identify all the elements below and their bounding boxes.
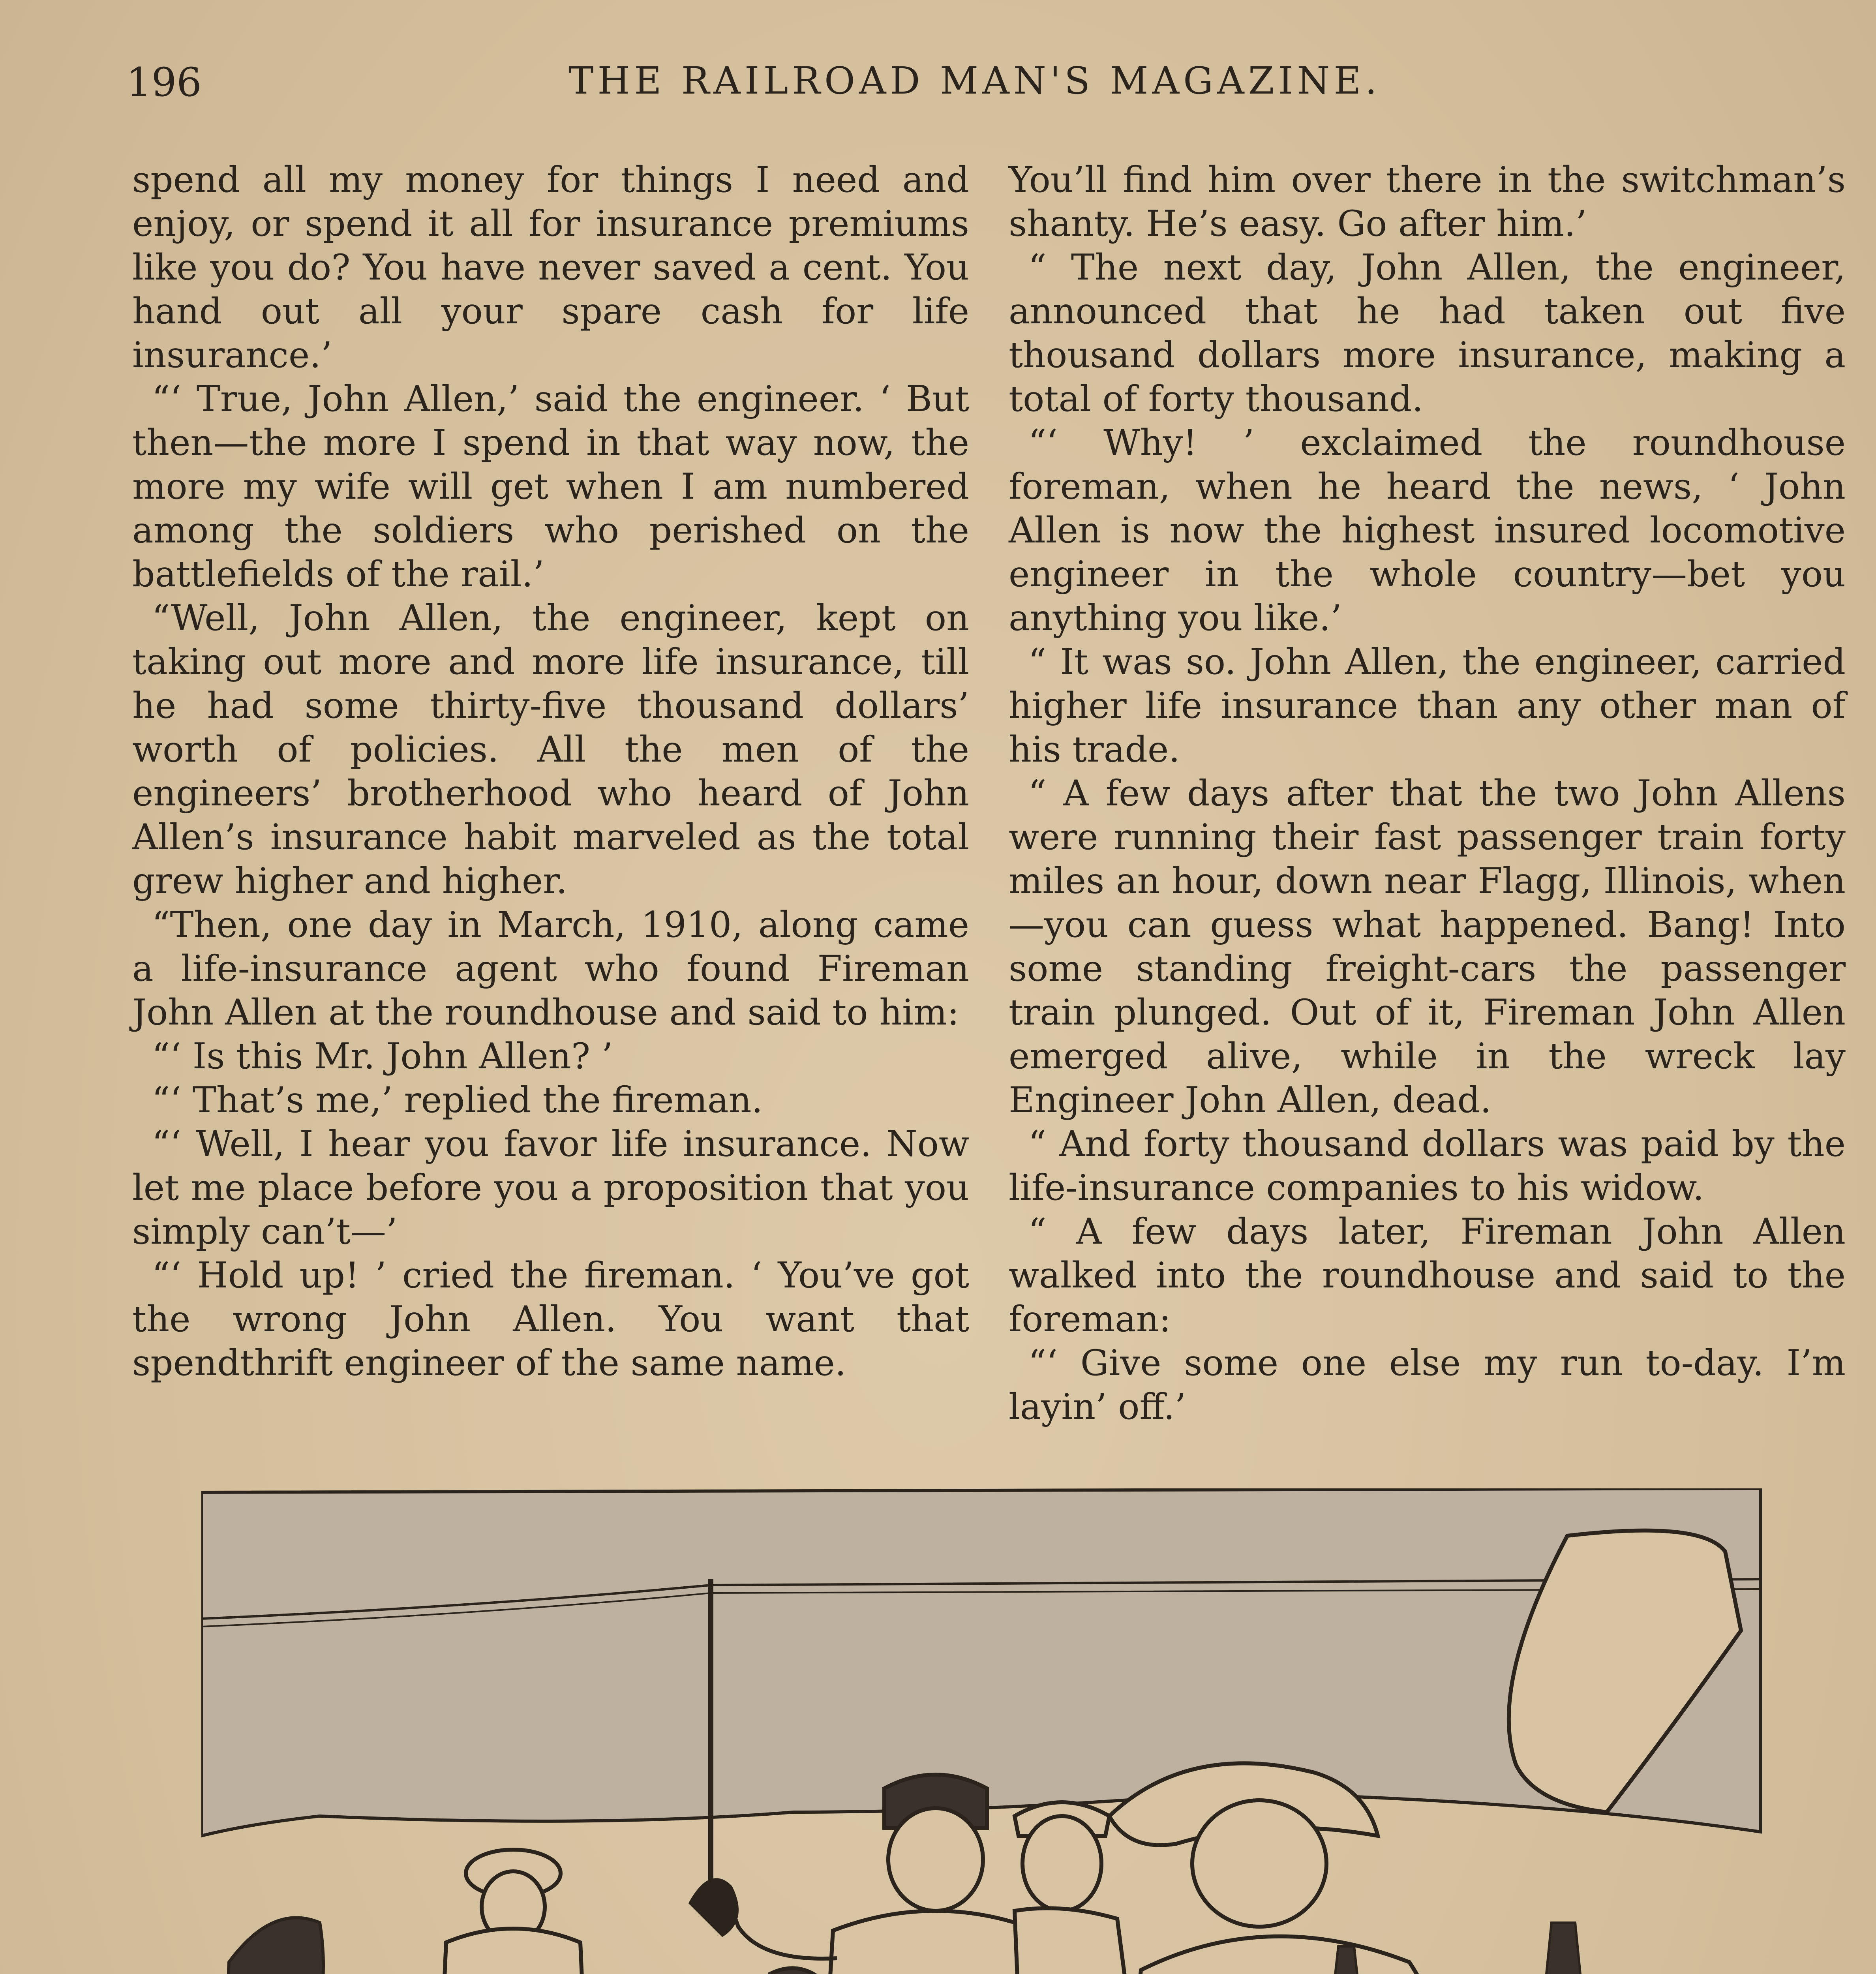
running-title: THE RAILROAD MAN'S MAGAZINE.: [568, 59, 1381, 103]
paragraph: “Then, one day in March, 1910, along came a life-insurance agent who found Fireman John Allen at the roundhouse and said to him:: [132, 904, 969, 1033]
paragraph: “Well, John Allen, the engineer, kept on taking out more and more life insurance, till he had some thirty-five thousand dollars’ worth of policies. All the men of the engineers’ brotherhood who heard of John Allen’s insurance habit marveled as the total grew higher and higher.: [132, 597, 969, 902]
paragraph: “‘ Is this Mr. John Allen? ’: [152, 1036, 613, 1077]
page-header: [126, 59, 1833, 107]
paragraph: “‘ True, John Allen,’ said the engineer. ‘ But then—the more I spend in that way now, the more my wife will get when I am numbered among the soldiers who perished on the battlefields of the rail.’: [132, 378, 969, 595]
paragraph: You’ll find him over there in the switchman’s shanty. He’s easy. Go after him.’: [1009, 159, 1846, 244]
illustration-drawing: [201, 1488, 1765, 1974]
paragraph: “ A few days later, Fireman John Allen walked into the roundhouse and said to the foreman:: [1009, 1211, 1846, 1340]
text-column-right: [1009, 158, 1846, 1429]
paragraph: spend all my money for things I need and enjoy, or spend it all for insurance premiums like you do? You have never saved a cent. You hand out all your spare cash for life insurance.’: [132, 159, 969, 376]
distant-figure: [1334, 1946, 1358, 1974]
paragraph: “‘ Well, I hear you favor life insurance. Now let me place before you a proposition that you simply can’t—’: [132, 1123, 969, 1252]
text-column-left: [132, 158, 969, 1385]
paragraph: “‘ Give some one else my run to-day. I’m layin’ off.’: [1009, 1342, 1846, 1428]
paragraph: “‘ Why! ’ exclaimed the roundhouse foreman, when he heard the news, ‘ John Allen is now the highest insured locomotive engineer in the whole country—bet you anything you like.’: [1009, 422, 1846, 639]
illustration: [201, 1488, 1765, 1974]
paragraph: “ The next day, John Allen, the engineer, announced that he had taken out five thousand dollars more insurance, making a total of forty thousand.: [1009, 247, 1846, 420]
background-worker: [229, 1918, 323, 1974]
paragraph: “‘ That’s me,’ replied the fireman.: [152, 1079, 763, 1121]
paragraph: “ A few days after that the two John Allens were running their fast passenger train forty miles an hour, down near Flagg, Illinois, when—you can guess what happened. Bang! Into some standing freight-cars the passenger train plunged. Out of it, Fireman John Allen emerged alive, while in the wreck lay Engineer John Allen, dead.: [1009, 773, 1846, 1121]
paragraph: “ It was so. John Allen, the engineer, carried higher life insurance than any other man of his trade.: [1009, 641, 1846, 770]
page-number: 196: [126, 59, 202, 105]
distant-figure: [1544, 1923, 1583, 1974]
paragraph: “‘ Hold up! ’ cried the fireman. ‘ You’ve got the wrong John Allen. You want that spendthrift engineer of the same name.: [132, 1255, 969, 1384]
paragraph: “ And forty thousand dollars was paid by the life-insurance companies to his widow.: [1009, 1123, 1846, 1208]
